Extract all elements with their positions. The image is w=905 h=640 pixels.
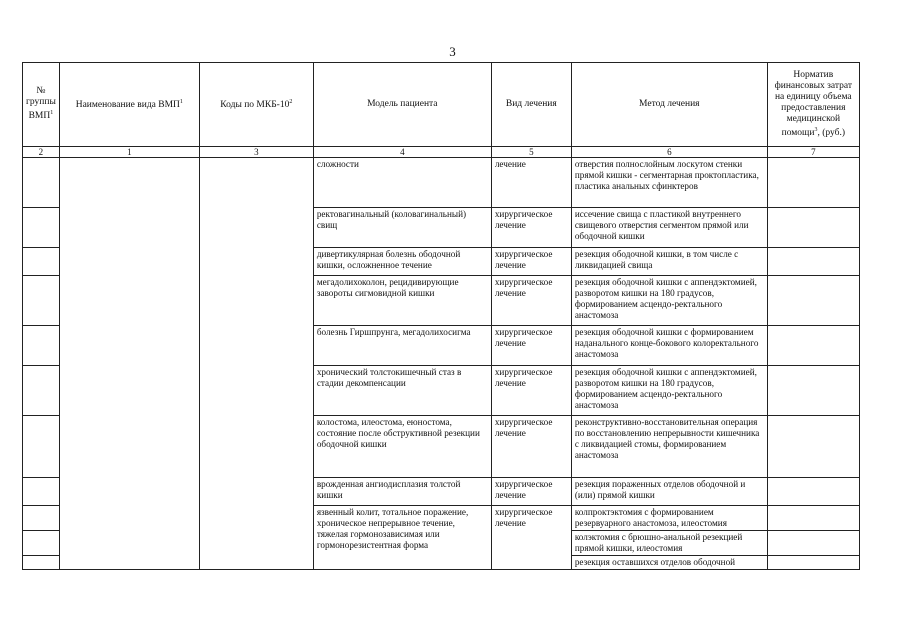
index-cell: 4 — [313, 147, 491, 158]
table-row — [23, 158, 860, 208]
method-cell: иссечение свища с пластикой внутреннего свищевого отверстия сегментом прямой или ободочной кишки — [571, 208, 767, 248]
method-cell: резекция ободочной кишки с аппендэктомией, разворотом кишки на 180 градусов, формированием асцендо-ректального анастомоза — [571, 276, 767, 326]
mkb-codes-cell — [199, 158, 313, 570]
kind-cell: хирургическое лечение — [491, 506, 571, 570]
norm-cell — [767, 531, 859, 556]
vmp-table — [22, 62, 860, 570]
kind-cell: хирургическое лечение — [491, 416, 571, 478]
norm-cell — [767, 326, 859, 366]
header-model: Модель пациента — [313, 63, 491, 147]
method-cell: резекция ободочной кишки с аппендэктомией, разворотом кишки на 180 градусов, формированием асцендо-ректального анастомоза — [571, 366, 767, 416]
norm-cell — [767, 478, 859, 506]
norm-cell — [767, 416, 859, 478]
group-cell — [23, 366, 60, 416]
norm-cell — [767, 366, 859, 416]
page-number: 3 — [449, 44, 456, 59]
index-cell: 6 — [571, 147, 767, 158]
norm-cell — [767, 506, 859, 531]
norm-cell — [767, 208, 859, 248]
index-cell: 3 — [199, 147, 313, 158]
group-cell — [23, 276, 60, 326]
group-cell — [23, 416, 60, 478]
method-cell: реконструктивно-восстановительная операция по восстановлению непрерывности кишечника с ликвидацией стомы, формированием анастомоза — [571, 416, 767, 478]
kind-cell: хирургическое лечение — [491, 478, 571, 506]
group-cell — [23, 506, 60, 531]
header-group: № группы ВМП$^1$ — [23, 63, 60, 147]
method-cell: резекция пораженных отделов ободочной и (или) прямой кишки — [571, 478, 767, 506]
index-cell: 5 — [491, 147, 571, 158]
norm-cell — [767, 248, 859, 276]
method-cell: резекция ободочной кишки, в том числе с ликвидацией свища — [571, 248, 767, 276]
model-cell: врожденная ангиодисплазия толстой кишки — [313, 478, 491, 506]
model-cell: болезнь Гиршпрунга, мегадолихосигма — [313, 326, 491, 366]
header-name: Наименование вида ВМП$^1$ — [59, 63, 199, 147]
norm-cell — [767, 158, 859, 208]
header-norm: Норматив финансовых затрат на единицу объема предоставления медицинской помощи$^3$, (руб.) — [767, 63, 859, 147]
kind-cell: хирургическое лечение — [491, 248, 571, 276]
group-cell — [23, 478, 60, 506]
index-row — [23, 147, 860, 158]
index-cell: 2 — [23, 147, 60, 158]
norm-cell — [767, 276, 859, 326]
header-row — [23, 63, 860, 147]
model-cell: дивертикулярная болезнь ободочной кишки, осложненное течение — [313, 248, 491, 276]
header-kind: Вид лечения — [491, 63, 571, 147]
model-cell: колостома, илеостома, еюностома, состояние после обструктивной резекции ободочной кишки — [313, 416, 491, 478]
group-cell — [23, 531, 60, 556]
group-cell — [23, 208, 60, 248]
kind-cell: хирургическое лечение — [491, 326, 571, 366]
model-cell: язвенный колит, тотальное поражение, хроническое непрерывное течение, тяжелая гормонозависимая или гормонорезистентная форма — [313, 506, 491, 570]
kind-cell: хирургическое лечение — [491, 208, 571, 248]
group-cell — [23, 248, 60, 276]
method-cell: колэктомия с брюшно-анальной резекцией прямой кишки, илеостомия — [571, 531, 767, 556]
method-cell: отверстия полнослойным лоскутом стенки прямой кишки - сегментарная проктопластика, пластика анальных сфинктеров — [571, 158, 767, 208]
model-cell: ректовагинальный (коловагинальный) свищ — [313, 208, 491, 248]
kind-cell: хирургическое лечение — [491, 366, 571, 416]
vmp-name-cell — [59, 158, 199, 570]
method-cell: резекция ободочной кишки с формированием наданального конце-бокового колоректального анастомоза — [571, 326, 767, 366]
header-codes: Коды по МКБ-$10^2$ — [199, 63, 313, 147]
header-method: Метод лечения — [571, 63, 767, 147]
kind-cell: хирургическое лечение — [491, 276, 571, 326]
model-cell: хронический толстокишечный стаз в стадии декомпенсации — [313, 366, 491, 416]
group-cell — [23, 556, 60, 570]
group-cell — [23, 158, 60, 208]
kind-cell: лечение — [491, 158, 571, 208]
index-cell: 1 — [59, 147, 199, 158]
index-cell: 7 — [767, 147, 859, 158]
method-cell: резекция оставшихся отделов ободочной — [571, 556, 767, 570]
model-cell: сложности — [313, 158, 491, 208]
norm-cell — [767, 556, 859, 570]
model-cell: мегадолихоколон, рецидивирующие завороты сигмовидной кишки — [313, 276, 491, 326]
method-cell: колпроктэктомия с формированием резервуарного анастомоза, илеостомия — [571, 506, 767, 531]
group-cell — [23, 326, 60, 366]
